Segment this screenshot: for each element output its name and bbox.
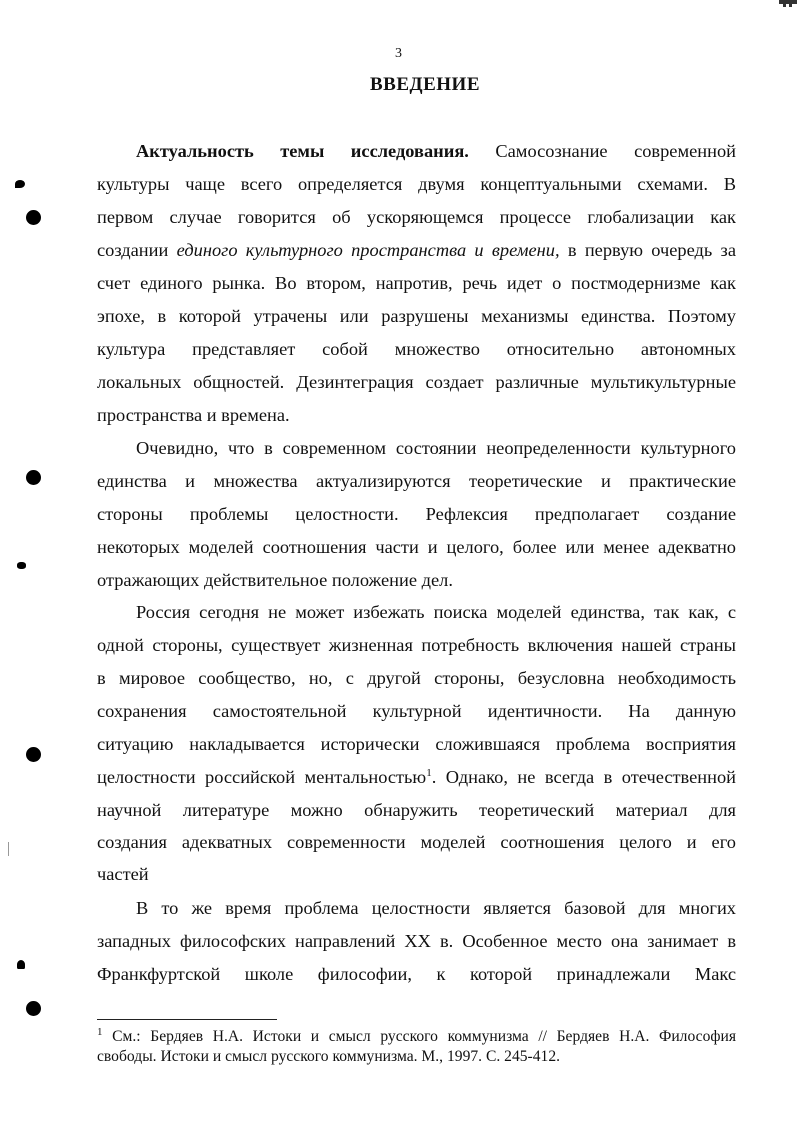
- scan-mark: [17, 960, 25, 969]
- punch-hole: [26, 470, 41, 485]
- punch-hole: [26, 210, 41, 225]
- text-line: [97, 238, 736, 262]
- text-line: сохранения самостоятельной культурной идентичности. На данную: [97, 701, 736, 721]
- text-line: ситуацию накладывается исторически сложившаяся проблема восприятия: [97, 734, 736, 754]
- scan-corner-mark: [779, 0, 797, 9]
- text-line: научной литературе можно обнаружить теоретический материал для: [97, 800, 736, 820]
- italic-phrase: единого культурного пространства и времени,: [176, 240, 560, 260]
- text-line: эпохе, в которой утрачены или разрушены механизмы единства. Поэтому: [97, 306, 736, 326]
- punch-hole: [26, 747, 41, 762]
- text-line: западных философских направлений XX в. Особенное место она занимает в: [97, 931, 736, 951]
- text-line: [97, 765, 736, 789]
- text-line: частей: [97, 864, 149, 884]
- text-line: Россия сегодня не может избежать поиска моделей единства, так как, с: [136, 602, 736, 622]
- text-line: локальных общностей. Дезинтеграция создает различные мультикультурные: [97, 372, 736, 392]
- scan-tick: [8, 842, 9, 856]
- text-line: некоторых моделей соотношения части и целого, более или менее адекватно: [97, 537, 736, 557]
- text-line: единства и множества актуализируются теоретические и практические: [97, 471, 736, 491]
- scan-mark: [15, 180, 25, 188]
- text-line: культура представляет собой множество относительно автономных: [97, 339, 736, 359]
- footnote-line: свободы. Истоки и смысл русского коммунизма. М., 1997. С. 245-412.: [97, 1048, 561, 1065]
- text-span: создании: [97, 240, 169, 260]
- text-line: культуры чаще всего определяется двумя концептуальными схемами. В: [97, 174, 736, 194]
- text-span: Самосознание современной: [495, 141, 736, 161]
- text-span: целостности российской ментальностью: [97, 767, 427, 787]
- text-line: одной стороны, существует жизненная потребность включения нашей страны: [97, 635, 736, 655]
- page-number: 3: [395, 46, 402, 61]
- text-line: стороны проблемы целостности. Рефлексия предполагает создание: [97, 504, 736, 524]
- bold-phrase: Актуальность темы исследования.: [136, 141, 469, 161]
- text-line: отражающих действительное положение дел.: [97, 570, 453, 590]
- punch-hole: [26, 1001, 41, 1016]
- footnote-marker: 1: [97, 1025, 103, 1038]
- text-line: Франкфуртской школе философии, к которой принадлежали Макс: [97, 964, 736, 984]
- section-heading: ВВЕДЕНИЕ: [370, 74, 480, 95]
- footnote-reference: 1: [426, 766, 432, 779]
- text-line: создания адекватных современности моделей соотношения целого и его: [97, 832, 736, 852]
- text-line: пространства и времена.: [97, 405, 290, 425]
- text-line: В то же время проблема целостности является базовой для многих: [136, 898, 736, 918]
- text-span: . Однако, не всегда в отечественной: [431, 767, 736, 787]
- footnote-separator: [97, 1019, 277, 1020]
- text-span: в первую очередь за: [567, 240, 736, 260]
- footnote-line: [97, 1027, 736, 1047]
- text-line: счет единого рынка. Во втором, напротив, речь идет о постмодернизме как: [97, 273, 736, 293]
- footnote-text: См.: Бердяев Н.А. Истоки и смысл русского коммунизма // Бердяев Н.А. Философия: [112, 1028, 736, 1045]
- text-line: первом случае говорится об ускоряющемся процессе глобализации как: [97, 207, 736, 227]
- text-line: [136, 139, 736, 163]
- text-line: в мировое сообщество, но, с другой стороны, безусловна необходимость: [97, 668, 736, 688]
- scan-mark: [17, 562, 26, 569]
- text-line: Очевидно, что в современном состоянии неопределенности культурного: [136, 438, 736, 458]
